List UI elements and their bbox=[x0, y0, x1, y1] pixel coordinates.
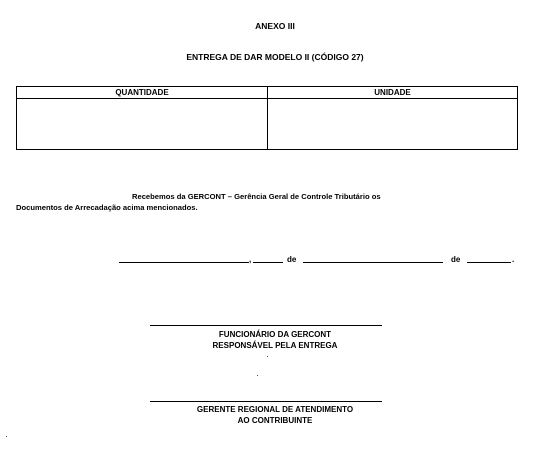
column-header-quantidade: QUANTIDADE bbox=[17, 87, 268, 99]
date-period: . bbox=[512, 255, 515, 264]
date-de-1: de bbox=[287, 255, 297, 264]
scan-speck bbox=[6, 436, 7, 437]
date-de-2: de bbox=[451, 255, 461, 264]
signature-2-label-line-2: AO CONTRIBUINTE bbox=[237, 416, 313, 425]
month-blank bbox=[303, 262, 443, 263]
statement-line-2: Documentos de Arrecadação acima mencionados. bbox=[16, 203, 198, 212]
cell-unidade bbox=[268, 99, 517, 149]
quantity-unit-table bbox=[16, 86, 518, 150]
scan-speck bbox=[257, 375, 258, 376]
annex-title: ANEXO III bbox=[255, 21, 295, 31]
scan-speck bbox=[267, 356, 268, 357]
signature-1-label-line-1: FUNCIONÁRIO DA GERCONT bbox=[218, 330, 332, 339]
document-title: ENTREGA DE DAR MODELO II (CÓDIGO 27) bbox=[186, 52, 364, 62]
place-blank bbox=[119, 262, 249, 263]
date-line bbox=[119, 253, 521, 265]
signature-1-label-line-2: RESPONSÁVEL PELA ENTREGA bbox=[212, 341, 338, 350]
date-comma: , bbox=[249, 255, 252, 264]
day-blank bbox=[253, 262, 283, 263]
statement-paragraph bbox=[16, 191, 518, 213]
year-blank bbox=[467, 262, 511, 263]
signature-line-1 bbox=[150, 325, 382, 326]
signature-2-label-line-1: GERENTE REGIONAL DE ATENDIMENTO bbox=[196, 405, 354, 414]
statement-line-1: Recebemos da GERCONT – Gerência Geral de Controle Tributário os bbox=[132, 192, 381, 201]
column-header-unidade: UNIDADE bbox=[268, 87, 517, 99]
cell-quantidade bbox=[17, 99, 268, 149]
signature-line-2 bbox=[150, 401, 382, 402]
